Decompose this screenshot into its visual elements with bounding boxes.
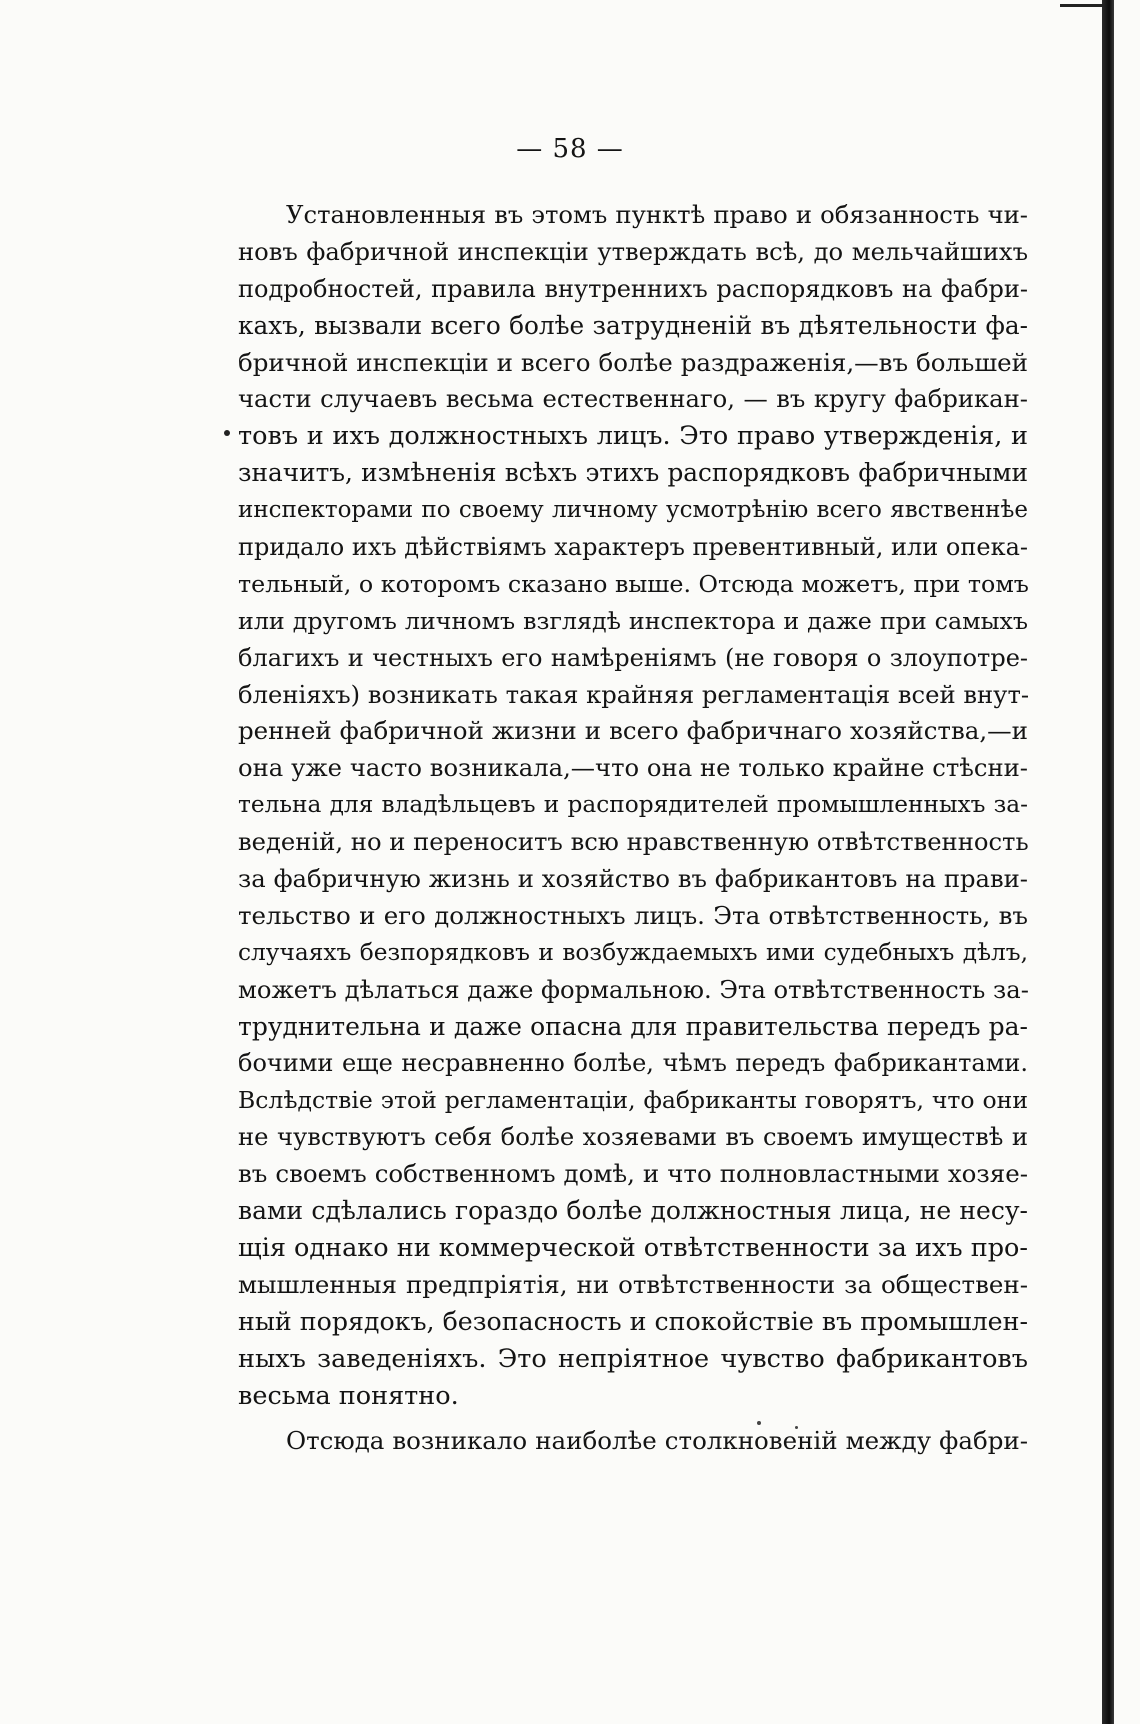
paragraph-gap xyxy=(238,1414,1028,1423)
text-line: бленіяхъ) возникать такая крайняя регламентація всей внут- xyxy=(238,679,1030,709)
text-line: ныхъ заведеніяхъ. Это непріятное чувство фабрикантовъ xyxy=(238,1343,1028,1374)
text-line: товъ и ихъ должностныхъ лицъ. Это право утвержденія, и xyxy=(238,421,1028,452)
text-line: бочими еще несравненно болѣе, чѣмъ передъ фабрикантами. xyxy=(238,1049,1028,1078)
text-line: новъ фабричной инспекціи утверждать всѣ, до мельчайшихъ xyxy=(238,236,1028,266)
text-line: щія однако ни коммерческой отвѣтственности за ихъ про- xyxy=(238,1232,1028,1263)
text-line: Отсюда возникало наиболѣе столкновеній между фабри- xyxy=(286,1426,1028,1456)
text-line: благихъ и честныхъ его намѣреніямъ (не говоря о злоупотре- xyxy=(238,643,1028,672)
text-line: придало ихъ дѣйствіямъ характеръ превентивный, или опека- xyxy=(238,533,1028,562)
text-line: случаяхъ безпорядковъ и возбуждаемыхъ ими судебныхъ дѣлъ, xyxy=(238,938,1028,966)
text-line: она уже часто возникала,—что она не только крайне стѣсни- xyxy=(238,753,1028,783)
text-line: Вслѣдствіе этой регламентаціи, фабриканты говорятъ, что они xyxy=(238,1086,1028,1115)
page-binding-edge xyxy=(1102,0,1114,1724)
text-line: тельна для владѣльцевъ и распорядителей промышленныхъ за- xyxy=(238,791,1028,819)
text-line: весьма понятно. xyxy=(238,1380,459,1411)
text-line: Установленныя въ этомъ пунктѣ право и обязанность чи- xyxy=(286,200,1028,229)
text-line: тельство и его должностныхъ лицъ. Эта отвѣтственность, въ xyxy=(238,900,1028,930)
text-line: мышленныя предпріятія, ни отвѣтственности за обществен- xyxy=(238,1269,1028,1299)
text-line: можетъ дѣлаться даже формальною. Эта отвѣтственность за- xyxy=(238,974,1029,1004)
text-line: вами сдѣлались гораздо болѣе должностныя лица, не несу- xyxy=(238,1196,1028,1226)
paragraph-2 xyxy=(238,1423,1028,1460)
scan-edge-mark xyxy=(1060,4,1104,7)
paragraph-1 xyxy=(238,197,1028,1414)
text-line: ренней фабричной жизни и всего фабричнаго хозяйства,—и xyxy=(238,716,1028,746)
text-line: тельный, о которомъ сказано выше. Отсюда можетъ, при томъ xyxy=(238,569,1029,598)
text-line: кахъ, вызвали всего болѣе затрудненій въ дѣятельности фа- xyxy=(238,310,1028,340)
text-line: бричной инспекціи и всего болѣе раздраженія,—въ большей xyxy=(238,347,1028,377)
text-line: части случаевъ весьма естественнаго, — въ кругу фабрикан- xyxy=(238,384,1028,414)
text-line: инспекторами по своему личному усмотрѣнію всего явственнѣе xyxy=(238,497,1028,524)
text-line: за фабричную жизнь и хозяйство въ фабрикантовъ на прави- xyxy=(238,864,1028,894)
text-line: или другомъ личномъ взглядѣ инспектора и даже при самыхъ xyxy=(238,606,1028,635)
text-line: не чувствуютъ себя болѣе хозяевами въ своемъ имуществѣ и xyxy=(238,1122,1028,1152)
body-text xyxy=(238,197,1028,1460)
text-line: ный порядокъ, безопасность и спокойствіе въ промышлен- xyxy=(238,1306,1028,1336)
text-line: труднительна и даже опасна для правительства передъ ра- xyxy=(238,1011,1028,1041)
text-line: подробностей, правила внутреннихъ распорядковъ на фабри- xyxy=(238,274,1028,303)
page-number: — 58 — xyxy=(516,134,624,164)
ink-dot-mark xyxy=(224,430,230,436)
text-line: значитъ, измѣненія всѣхъ этихъ распорядковъ фабричными xyxy=(238,458,1028,488)
text-line: въ своемъ собственномъ домѣ, и что полновластными хозяе- xyxy=(238,1159,1028,1189)
text-line: веденій, но и переноситъ всю нравственную отвѣтственность xyxy=(238,827,1029,857)
